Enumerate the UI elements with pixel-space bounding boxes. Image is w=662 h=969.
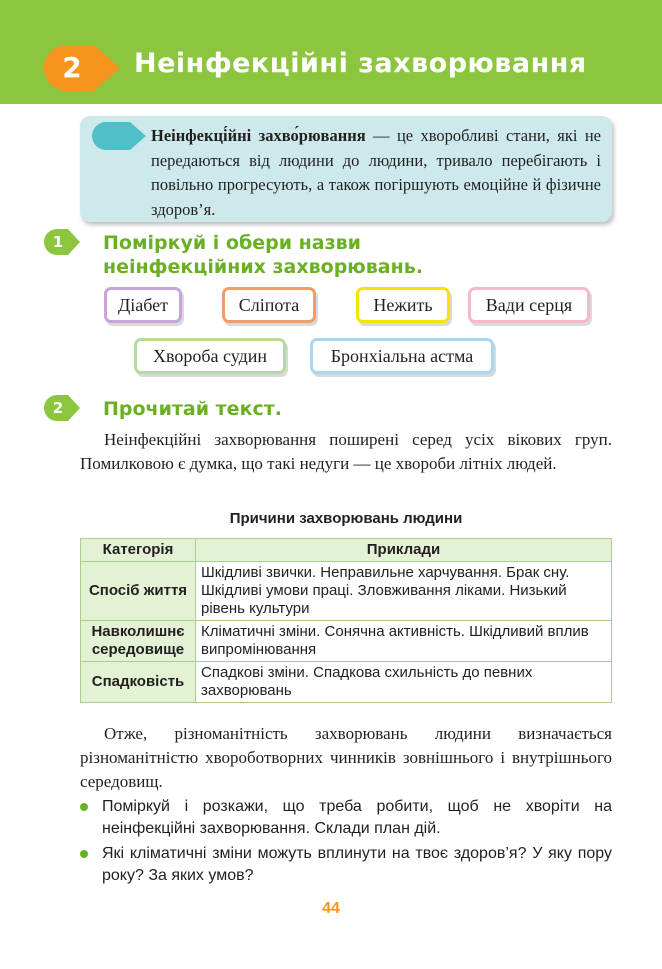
question-text: Які кліматичні зміни можуть вплинути на твоє здоров’я? У яку пору року? За яких умов?	[102, 845, 612, 884]
table-row	[81, 662, 612, 703]
task-2-number: 2	[52, 399, 64, 417]
definition-text	[151, 124, 601, 222]
option-label: Бронхіальна астма	[330, 346, 474, 366]
option-label: Нежить	[373, 295, 433, 315]
option-chip[interactable]	[222, 287, 316, 323]
option-chip[interactable]	[468, 287, 590, 323]
lesson-number-badge	[44, 45, 120, 91]
table-cell-category: Спадковість	[81, 662, 196, 703]
page-title: Неінфекційні захворювання	[134, 48, 587, 79]
option-label: Хвороба судин	[152, 346, 268, 366]
table-header: Категорія	[81, 539, 196, 562]
task-2-title: Прочитай текст.	[103, 398, 282, 420]
option-chip[interactable]	[134, 338, 286, 374]
table-header-row	[81, 539, 612, 562]
question-item	[80, 796, 612, 840]
option-chip[interactable]	[310, 338, 494, 374]
definition-term: Неінфекці́йні захво́рювання	[151, 126, 366, 145]
table-header: Приклади	[196, 539, 612, 562]
table-row	[81, 562, 612, 621]
conclusion-paragraph: Отже, різноманітність захворювань людини визначається різноманітністю хвороботворних чинників зовнішнього і внутрішнього середовищ.	[80, 724, 612, 791]
table-cell-examples: Спадкові зміни. Спадкова схильність до певних захворювань	[196, 662, 612, 703]
task-1-number: 1	[52, 233, 64, 251]
option-label: Сліпота	[238, 295, 300, 315]
definition-body: — це хворобливі стани, які не передаються від людини до людини, тривало перебігають і повільно прогресують, а також погіршують емоційне й фізичне здоров’я.	[151, 126, 601, 219]
table-row	[81, 621, 612, 662]
causes-table	[80, 538, 612, 703]
table-cell-examples: Шкідливі звички. Неправильне харчування. Брак сну. Шкідливі умови праці. Зловживання ліками. Низький рівень культури	[196, 562, 612, 621]
definition-marker-icon	[92, 122, 146, 150]
bullet-icon	[80, 850, 88, 858]
page-number: 44	[322, 900, 340, 917]
table-cell-category: Спосіб життя	[81, 562, 196, 621]
option-chip[interactable]	[356, 287, 450, 323]
bullet-icon	[80, 803, 88, 811]
task-1-badge	[44, 229, 80, 255]
table-cell-category: Навколишнє середовище	[81, 621, 196, 662]
option-label: Діабет	[117, 295, 169, 315]
table-caption: Причини захворювань людини	[229, 510, 463, 527]
task-2-badge	[44, 395, 80, 421]
table-cell-examples: Кліматичні зміни. Сонячна активність. Шкідливий вплив випромінювання	[196, 621, 612, 662]
intro-paragraph: Неінфекційні захворювання поширені серед усіх вікових груп. Помилковою є думка, що такі недуги — це хвороби літніх людей.	[80, 430, 612, 473]
task-1-title: Поміркуй і обери назви неінфекційних захворювань.	[103, 232, 423, 278]
question-item	[80, 843, 612, 887]
lesson-number: 2	[62, 51, 82, 84]
lesson-header	[0, 0, 662, 104]
option-label: Вади серця	[485, 295, 573, 315]
option-chip[interactable]	[104, 287, 182, 323]
question-text: Поміркуй і розкажи, що треба робити, щоб не хворіти на неінфекційні захворювання. Склади план дій.	[102, 798, 612, 837]
